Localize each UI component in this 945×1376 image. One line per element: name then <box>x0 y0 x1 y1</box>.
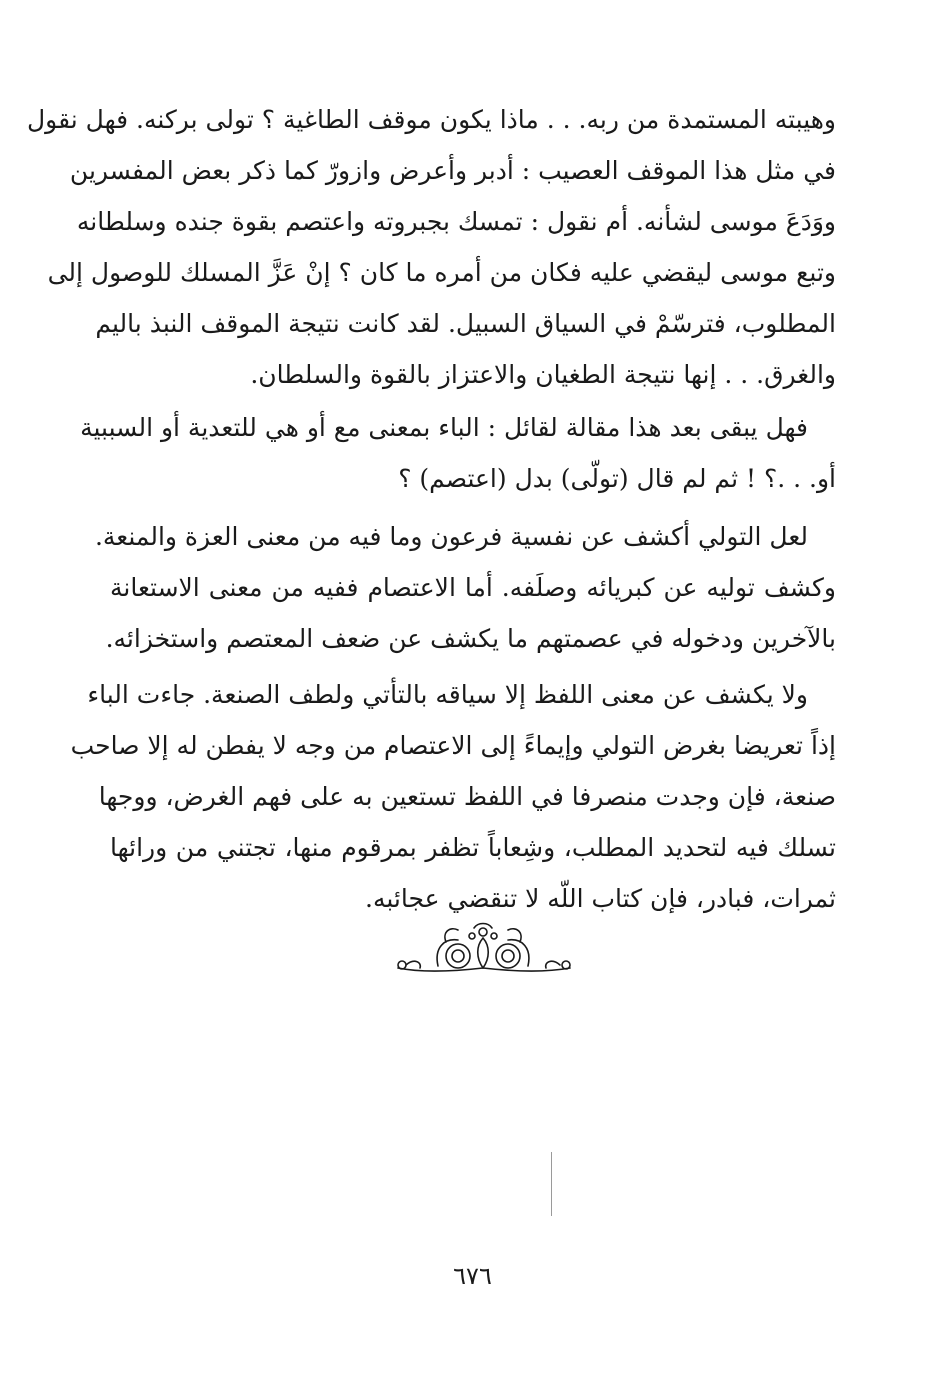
text-line: والغرق. . . إنها نتيجة الطغيان والاعتزاز بالقوة والسلطان. <box>250 360 836 389</box>
text-line: لعل التولي أكشف عن نفسية فرعون وما فيه من معنى العزة والمنعة. <box>94 522 808 551</box>
text-line: ولا يكشف عن معنى اللفظ إلا سياقه بالتأتي ولطف الصنعة. جاءت الباء <box>87 680 808 709</box>
text-line: أو. . .؟ ! ثم لم قال (تولّى) بدل (اعتصم) ؟ <box>398 464 836 493</box>
paragraph-1 <box>27 94 836 400</box>
text-line: فهل يبقى بعد هذا مقالة لقائل : الباء بمعنى مع أو هي للتعدية أو السببية <box>80 413 808 442</box>
text-line: وهيبته المستمدة من ربه. . . ماذا يكون موقف الطاغية ؟ تولى بركنه. فهل نقول <box>27 105 836 134</box>
text-line: إذاً تعريضا بغرض التولي وإيماءً إلى الاعتصام من وجه لا يفطن له إلا صاحب <box>70 731 836 760</box>
text-line: وتبع موسى ليقضي عليه فكان من أمره ما كان ؟ إنْ عَزَّ المسلك للوصول إلى <box>47 258 836 287</box>
text-line: صنعة، فإن وجدت منصرفا في اللفظ تستعين به على فهم الغرض، ووجها <box>98 782 836 811</box>
paragraph-4 <box>70 669 836 924</box>
text-line: بالآخرين ودخوله في عصمتهم ما يكشف عن ضعف المعتصم واستخزائه. <box>105 624 836 653</box>
paragraph-2 <box>80 402 836 504</box>
text-line: المطلوب، فترسّمْ في السياق السبيل. لقد كانت نتيجة الموقف النبذ باليم <box>95 309 836 338</box>
text-line: تسلك فيه لتحديد المطلب، وشِعاباً تظفر بمرقوم منها، تجتني من ورائها <box>110 833 836 862</box>
text-line: وكشف توليه عن كبريائه وصلَفه. أما الاعتصام ففيه من معنى الاستعانة <box>110 573 836 602</box>
text-line: ووَدَعَ موسى لشأنه. أم نقول : تمسك بجبروته واعتصم بقوة جنده وسلطانه <box>76 207 836 236</box>
text-line: في مثل هذا الموقف العصيب : أدبر وأعرض وازورّ كما ذكر بعض المفسرين <box>69 156 836 185</box>
text-line: ثمرات، فبادر، فإن كتاب اللّه لا تنقضي عجائبه. <box>365 884 836 913</box>
margin-rule <box>551 1152 552 1216</box>
paragraph-3 <box>94 511 836 664</box>
floral-divider-icon <box>388 918 578 982</box>
page-number: ٦٧٦ <box>453 1262 492 1290</box>
